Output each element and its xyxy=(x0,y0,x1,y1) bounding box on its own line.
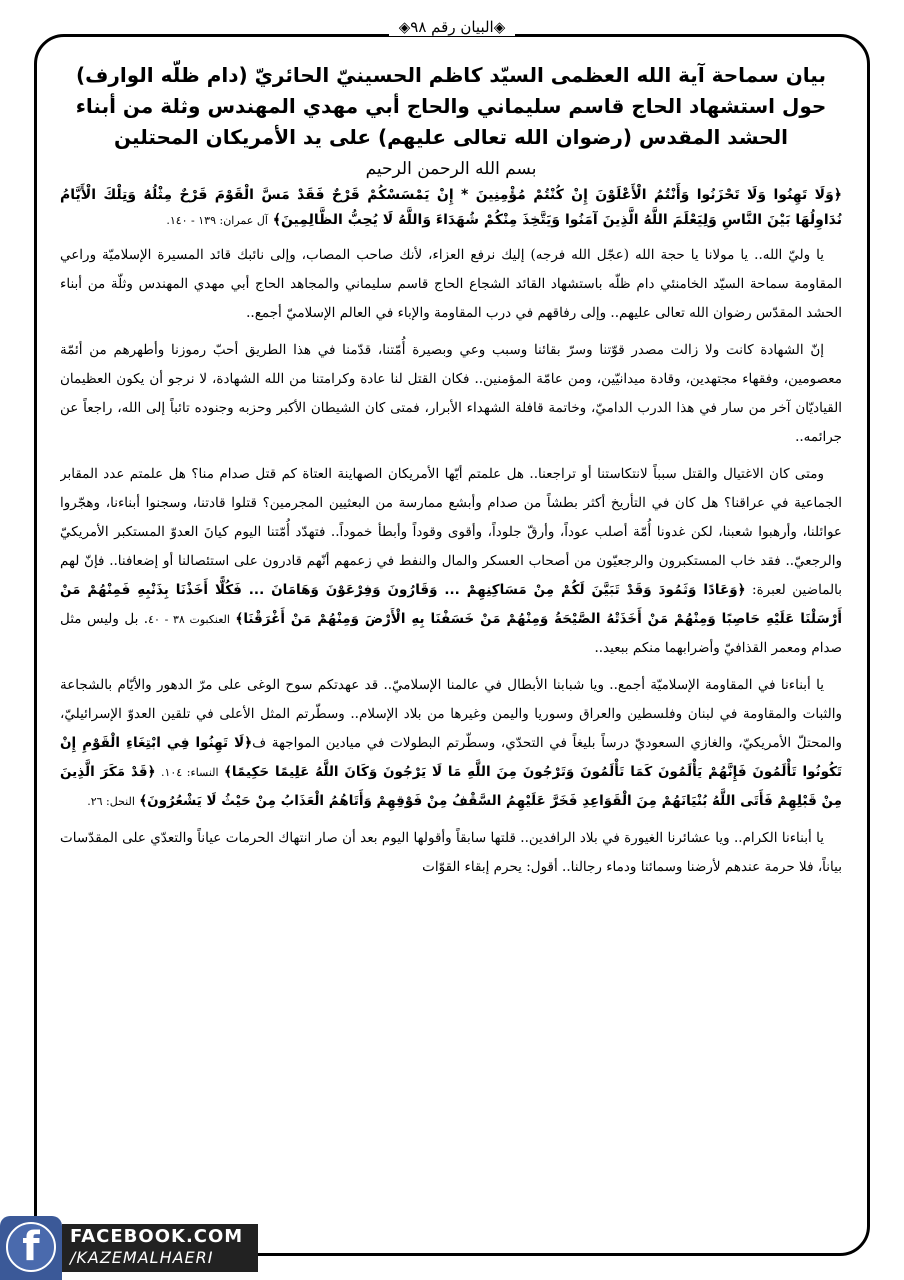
verse-text: ﴿وَلَا تَهِنُوا وَلَا تَحْزَنُوا وَأَنْتُمُ الْأَعْلَوْنَ إِنْ كُنْتُمْ مُؤْمِنِينَ * إِنْ يَمْسَسْكُمْ قَرْحٌ فَقَدْ مَسَّ الْقَوْمَ قَرْحٌ مِثْلُهُ وَتِلْكَ الْأَيَّامُ نُدَاوِلُهَا بَيْنَ النَّاسِ وَلِيَعْلَمَ اللَّهُ الَّذِينَ آمَنُوا وَيَتَّخِذَ مِنْكُمْ شُهَدَاءَ وَاللَّهُ لَا يُحِبُّ الظَّالِمِينَ﴾ xyxy=(60,187,842,228)
verse-text: ﴿قَدْ مَكَرَ الَّذِينَ مِنْ قَبْلِهِمْ فَأَتَى اللَّهُ بُنْيَانَهُمْ مِنَ الْقَوَاعِدِ فَخَرَّ عَلَيْهِمُ السَّقْفُ مِنْ فَوْقِهِمْ وَأَتَاهُمُ الْعَذَابُ مِنْ حَيْثُ لَا يَشْعُرُونَ﴾ xyxy=(60,764,842,809)
title-line: بيان سماحة آية الله العظمى السيّد كاظم الحسينيّ الحائريّ (دام ظلّه الوارف) xyxy=(76,63,826,87)
paragraph xyxy=(60,460,842,663)
title-line: الحشد المقدس (رضوان الله تعالى عليهم) على يد الأمريكان المحتلين xyxy=(114,125,788,149)
verse-reference: النحل: ٢٦. xyxy=(87,795,135,808)
paragraph: إنّ الشهادة كانت ولا زالت مصدر قوّتنا وسرّ بقائنا وسبب وعي وبصيرة أُمّتنا، قدّمنا في هذا الطريق أحبّ رموزنا وأطهرهم من أئمّة معصومين، وفقهاء مجتهدين، وقادة ميدانيّين، ومن عامّة المؤمنين.. فكان القتل لنا عادة وكرامتنا من الله الشهادة، لا نرجو أن يكون العظيمان القياديّان آخر من سار في هذا الدرب الداميّ، وخاتمة قافلة الشهداء الأبرار، فمتى كان الشيطان الأكبر وحزبه وجنوده تائباً إلى الله، راجعاً عن جرائمه.. xyxy=(60,342,842,445)
verse-reference: النساء: ١٠٤. xyxy=(160,766,219,779)
verse-reference: آل عمران: ١٣٩ - ١٤٠. xyxy=(166,214,268,227)
statement-title xyxy=(60,60,842,153)
opening-verse xyxy=(60,183,842,233)
statement-body xyxy=(60,60,842,1250)
watermark-domain: FACEBOOK.COM xyxy=(70,1226,244,1247)
basmala: بسم الله الرحمن الرحيم xyxy=(365,159,537,179)
verse-text: ﴿وَعَادًا وَثَمُودَ وَقَدْ تَبَيَّنَ لَكُمْ مِنْ مَسَاكِنِهِمْ ... وَقَارُونَ وَفِرْعَوْنَ وَهَامَانَ ... فَكُلًّا أَخَذْنَا بِذَنْبِهِ فَمِنْهُمْ مَنْ أَرْسَلْنَا عَلَيْهِ حَاصِبًا وَمِنْهُمْ مَنْ أَخَذَتْهُ الصَّيْحَةُ وَمِنْهُمْ مَنْ خَسَفْنَا بِهِ الْأَرْضَ وَمِنْهُمْ مَنْ أَغْرَقْنَا﴾ xyxy=(60,582,842,627)
paragraph: يا وليّ الله.. يا مولانا يا حجة الله (عجّل الله فرجه) إليك نرفع العزاء، لأنك صاحب المصاب، وإلى نائبك قائد المسيرة الإسلاميّة وراعي المقاومة سماحة السيّد الخامنئي دام ظلّه باستشهاد القائد الشجاع الحاج قاسم سليماني والمجاهد الحاج أبي مهدي المهندس وثلّة من أبناء الحشد المقدّس رضوان الله تعالى عليهم.. وإلى رفاقهم في درب المقاومة والإباء في العالم الإسلاميّ أجمع.. xyxy=(60,247,842,321)
paragraph xyxy=(60,671,842,816)
statement-number: ◈البيان رقم ٩٨◈ xyxy=(0,18,904,36)
paragraph-text: . بل وليس مثل صدام ومعمر القذافيّ وأضرابهما منكم ببعيد.. xyxy=(60,611,842,656)
paragraph: يا أبناءنا الكرام.. ويا عشائرنا الغيورة في بلاد الرافدين.. قلتها سابقاً وأقولها اليوم بعد أن صار انتهاك الحرمات عياناً والتعدّي على المقدّسات بياناً، فلا حرمة عندهم لأرضنا وسمائنا ودماء رجالنا.. أقول: يحرم إبقاء القوّات xyxy=(60,830,842,875)
paragraph-text: يا أبناءنا في المقاومة الإسلاميّة أجمع.. ويا شبابنا الأبطال في عالمنا الإسلاميّ.. قد عهدتكم سوح الوغى على مرّ الدهور والأيّام بالشجاعة والثبات والمقاومة في لبنان وفلسطين والعراق وسوريا واليمن وغيرها من بلاد الإسلام.. وسطّرتم المثل الأعلى في تلقين العدوّ الإسرائيليّ، والمحتلّ الأمريكيّ، والغازي السعوديّ درساً بليغاً في التحدّي، وسطّرتم البطولات في ميادين المواجهة ف xyxy=(60,677,842,751)
paragraph-text: ومتى كان الاغتيال والقتل سبباً لانتكاستنا أو تراجعنا.. هل علمتم أيّها الأمريكان الصهاينة العتاة كم قتل صدام منا؟ هل علمتم عدد المقابر الجماعية في عراقنا؟ هل كان في التأريخ أكثر بطشاً من صدام وأبشع ممارسة من البعثيين المجرمين؟ قتلوا قادتنا، وسجنوا أبناءنا، وهجّروا عوائلنا، وأرهبوا شعبنا، لكن غدونا أُمّة أصلب عوداً، وأرقّ جلوداً، وأقوى وقوداً وأبطأ خموداً.. فتهدّد أُمّتنا اليوم كيانَ العدوّ المستكبر الأمريكيّ والرجعيّ.. فقد خاب المستكبرون والرجعيّون من أصحاب العسكر والمال والنفط في زعمهم أنّهم قادرون على استئصالنا أو إضعافنا.. فإنّ لهم بالماضين لعبرة: xyxy=(60,466,842,598)
watermark-handle: /KAZEMALHAERI xyxy=(70,1248,214,1267)
verse-reference: العنكبوت ٣٨ - ٤٠ xyxy=(148,613,230,626)
facebook-watermark xyxy=(62,1224,258,1272)
title-line: حول استشهاد الحاج قاسم سليماني والحاج أبي مهدي المهندس وثلة من أبناء xyxy=(75,94,827,118)
verse-text: ﴿لَا تَهِنُوا فِي ابْتِغَاءِ الْقَوْمِ إِنْ تَكُونُوا تَأْلَمُونَ فَإِنَّهُمْ يَأْلَمُونَ كَمَا تَأْلَمُونَ وَتَرْجُونَ مِنَ اللَّهِ مَا لَا يَرْجُونَ وَكَانَ اللَّهُ عَلِيمًا حَكِيمًا﴾ xyxy=(60,735,842,780)
facebook-icon: f xyxy=(0,1216,62,1280)
